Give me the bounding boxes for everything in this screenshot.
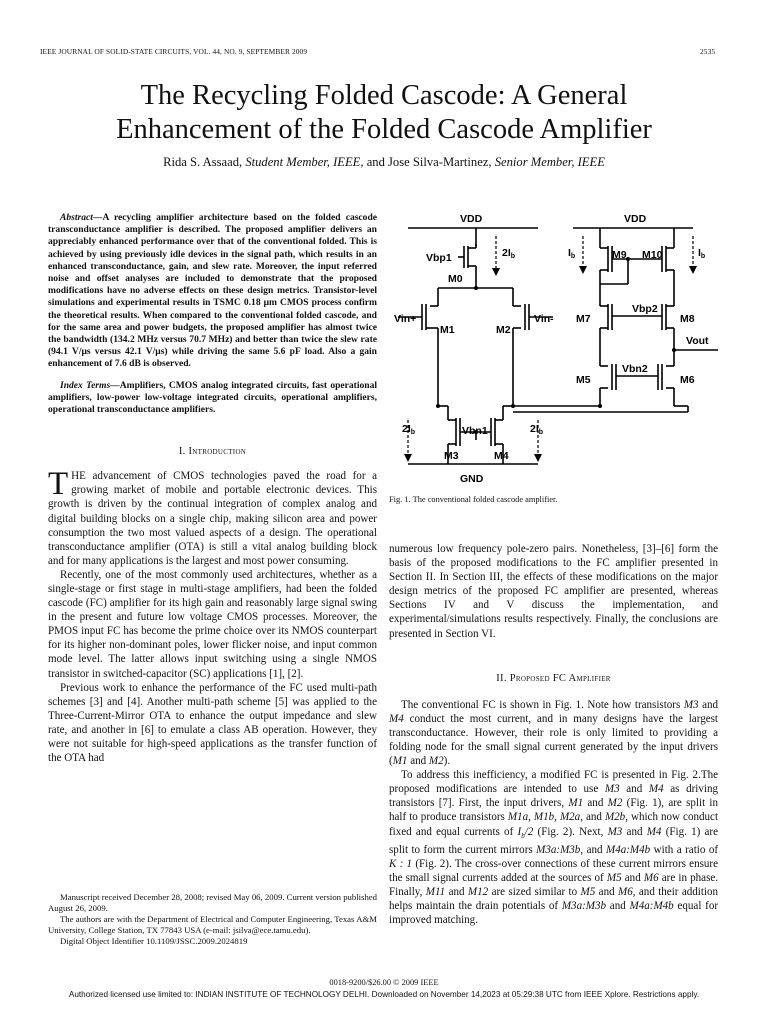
right-column xyxy=(389,542,718,927)
author-2-role: Senior Member, IEEE xyxy=(494,155,605,169)
label-vbn1: Vbn1 xyxy=(462,425,488,437)
author-1: Rida S. Assaad, xyxy=(163,155,243,169)
label-ib-right: Ib xyxy=(698,247,706,260)
section-2-paragraph-2: To address this inefficiency, a modified FC is presented in Fig. 2.The proposed modifications are intended to use M3 and M4 as driving transistors [7]. First, the input drivers, M1 and M2 (Fig. 1), are split in half to produce transistors M1a, M1b, M2a, and M2b, which now conduct fixed and equal currents of $I_b/2$ (Fig. 2). Next, M3 and M4 (Fig. 1) are split to form the current mirrors M3a:M3b, and M4a:M4b with a ratio of K : 1 (Fig. 2). The cross-over connections of these current mirrors ensure the small signal currents added at the sources of M5 and M6 are in phase. Finally, M11 and M12 are sized similar to M5 and M6, and their addition helps maintain the drain potentials of M3a:M3b and M4a:M4b equal for improved matching. xyxy=(389,769,719,927)
label-2ib-top: 2Ib xyxy=(502,247,516,260)
label-m2: M2 xyxy=(496,324,511,336)
footnote-manuscript: Manuscript received December 28, 2008; revised May 06, 2009. Current version published August 26, 2009. xyxy=(48,892,377,913)
label-vdd-right: VDD xyxy=(624,213,647,225)
intro-paragraph-3: Previous work to enhance the performance of the FC used multi-path schemes [3] and [4]. Another multi-path scheme [5] was applied to the Three-Current-Mirror OTA to enhance the output impedance and slew rate, and another in [6] to emulate a class AB operation. However, they were not suitable for high-speed applications as the transfer function of the OTA had xyxy=(48,681,377,765)
intro-paragraph-continued: numerous low frequency pole-zero pairs. Nonetheless, [3]–[6] form the basis of the proposed modifications to the FC amplifier presented in Section II. In Section III, the effects of these modifications on the major design metrics of the proposed FC amplifier are presented, whereas Sections IV and V discuss the implementation, and experimental/simulations results respectively. Finally, the conclusions are presented in Section VI. xyxy=(389,543,718,640)
author-and: and xyxy=(366,155,385,169)
section-1-title: Introduction xyxy=(188,446,247,458)
label-vin-plus: Vin+ xyxy=(394,313,417,325)
footnote-affiliation: The authors are with the Department of Electrical and Computer Engineering, Texas A&M University, College Station, TX 77843 USA (e-mail: jsilva@ece.tamu.edu). xyxy=(48,913,377,935)
abstract xyxy=(48,212,377,371)
intro-paragraph-2: Recently, one of the most commonly used architectures, whether as a single-stage or first stage in multi-stage amplifiers, had been the folded cascode (FC) amplifier for its high gain and reasonably large signal swing in the present and future low voltage CMOS processes. Moreover, the PMOS input FC has become the prime choice over its NMOS counterpart for its higher non-dominant poles, lower flicker noise, and input common mode level. The latter allows input switching using a single NMOS transistor in switched-capacitor (SC) applications [1], [2]. xyxy=(48,568,377,680)
section-1-body xyxy=(48,466,377,765)
label-vout: Vout xyxy=(686,335,709,347)
abstract-text: —A recycling amplifier architecture based on the folded cascode transconductance amplifier is described. The proposed amplifier delivers an appreciably enhanced performance over that of the conventional folded. This is achieved by using previously idle devices in the signal path, which results in an enhanced transconductance, gain, and slew rate. Moreover, the input referred noise and offset analyses are included to demonstrate that the proposed modifications have no adverse effects on these design metrics. Transistor-level simulations and experimental results in TSMC 0.18 μm CMOS process confirm the theoretical results. When compared to the conventional folded cascode, and for the same area and power budgets, the proposed amplifier has almost twice the bandwidth (134.2 MHz versus 70.7 MHz) and better than twice the slew rate (94.1 V/μs versus 42.1 V/μs) while driving the same 5.6 pF load. Also a gain enhancement of 7.6 dB is observed. xyxy=(48,212,377,370)
index-terms-label: Index Terms xyxy=(60,379,111,391)
label-m5: M5 xyxy=(576,374,591,386)
license-line: Authorized licensed use limited to: INDIAN INSTITUTE OF TECHNOLOGY DELHI. Downloaded on November 14,2023 at 05:29:38 UTC from IEEE Xplore. Restrictions apply. xyxy=(68,990,700,999)
section-2-heading xyxy=(389,673,718,684)
label-vin-minus: Vin- xyxy=(534,313,554,325)
current-arrows xyxy=(408,236,693,456)
intro-p1-text: HE advancement of CMOS technologies paved the road for a growing market of mobile and portable electronic devices. This growth is driven by the continual integration of complex analog and digital building blocks on a single chip, making silicon area and power consumption the two most valued aspects of a design. The operational transconductance amplifier (OTA) is still a vital analog building block and for many applications is the largest and most power consuming. xyxy=(48,470,377,567)
label-m7: M7 xyxy=(576,313,591,325)
section-1-heading xyxy=(48,446,377,457)
issn-line: 0018-9200/$26.00 © 2009 IEEE xyxy=(329,978,439,987)
paper-title xyxy=(40,79,728,147)
title-line-2: Enhancement of the Folded Cascode Amplifier xyxy=(116,114,652,145)
label-m4: M4 xyxy=(494,450,509,462)
page-number: 2535 xyxy=(700,47,716,56)
label-ib-left: Ib xyxy=(568,247,576,260)
label-m9: M9 xyxy=(612,249,627,261)
abstract-label: Abstract xyxy=(60,212,93,223)
left-column xyxy=(48,212,377,765)
drop-cap: T xyxy=(48,466,69,503)
title-line-1: The Recycling Folded Cascode: A General xyxy=(140,80,628,111)
index-terms xyxy=(48,380,377,417)
label-m1: M1 xyxy=(440,324,455,336)
label-m0: M0 xyxy=(448,273,463,285)
section-2-number: II. xyxy=(496,672,507,684)
section-2-paragraph-1: The conventional FC is shown in Fig. 1. Note how transistors M3 and M4 conduct the most current, and in many designs have the largest transconductance. However, their role is only limited to providing a folding node for the small signal current generated by the input drivers (M1 and M2). xyxy=(389,698,719,768)
index-terms-text: —Amplifiers, CMOS analog integrated circuits, fast operational amplifiers, low-power low-voltage integrated circuits, operational amplifiers, operational transconductance amplifiers. xyxy=(48,379,377,416)
label-m8: M8 xyxy=(680,313,695,325)
label-gnd: GND xyxy=(460,473,484,485)
running-header: IEEE JOURNAL OF SOLID-STATE CIRCUITS, VOL. 44, NO. 9, SEPTEMBER 2009 xyxy=(40,47,308,56)
footnotes xyxy=(48,892,377,947)
section-2-title: Proposed FC Amplifier xyxy=(509,672,611,684)
section-1-number: I. xyxy=(178,446,186,458)
label-2ib-left: 2Ib xyxy=(402,423,416,436)
label-m6: M6 xyxy=(680,374,695,386)
author-2: Jose Silva-Martinez, xyxy=(388,155,492,169)
author-1-role: Student Member, IEEE, xyxy=(245,155,364,169)
label-vbp1: Vbp1 xyxy=(426,252,452,264)
label-vbn2: Vbn2 xyxy=(622,363,648,375)
label-vdd-left: VDD xyxy=(460,213,483,225)
footnote-doi: Digital Object Identifier 10.1109/JSSC.2009.2024819 xyxy=(60,935,248,946)
author-line xyxy=(40,155,728,170)
figure-1-caption: Fig. 1. The conventional folded cascode amplifier. xyxy=(389,495,558,504)
label-m10: M10 xyxy=(642,249,663,261)
figure-1-schematic xyxy=(388,206,728,486)
label-vbp2: Vbp2 xyxy=(632,303,658,315)
label-m3: M3 xyxy=(444,450,459,462)
label-2ib-right: 2Ib xyxy=(530,423,544,436)
intro-paragraph-1 xyxy=(48,466,377,568)
